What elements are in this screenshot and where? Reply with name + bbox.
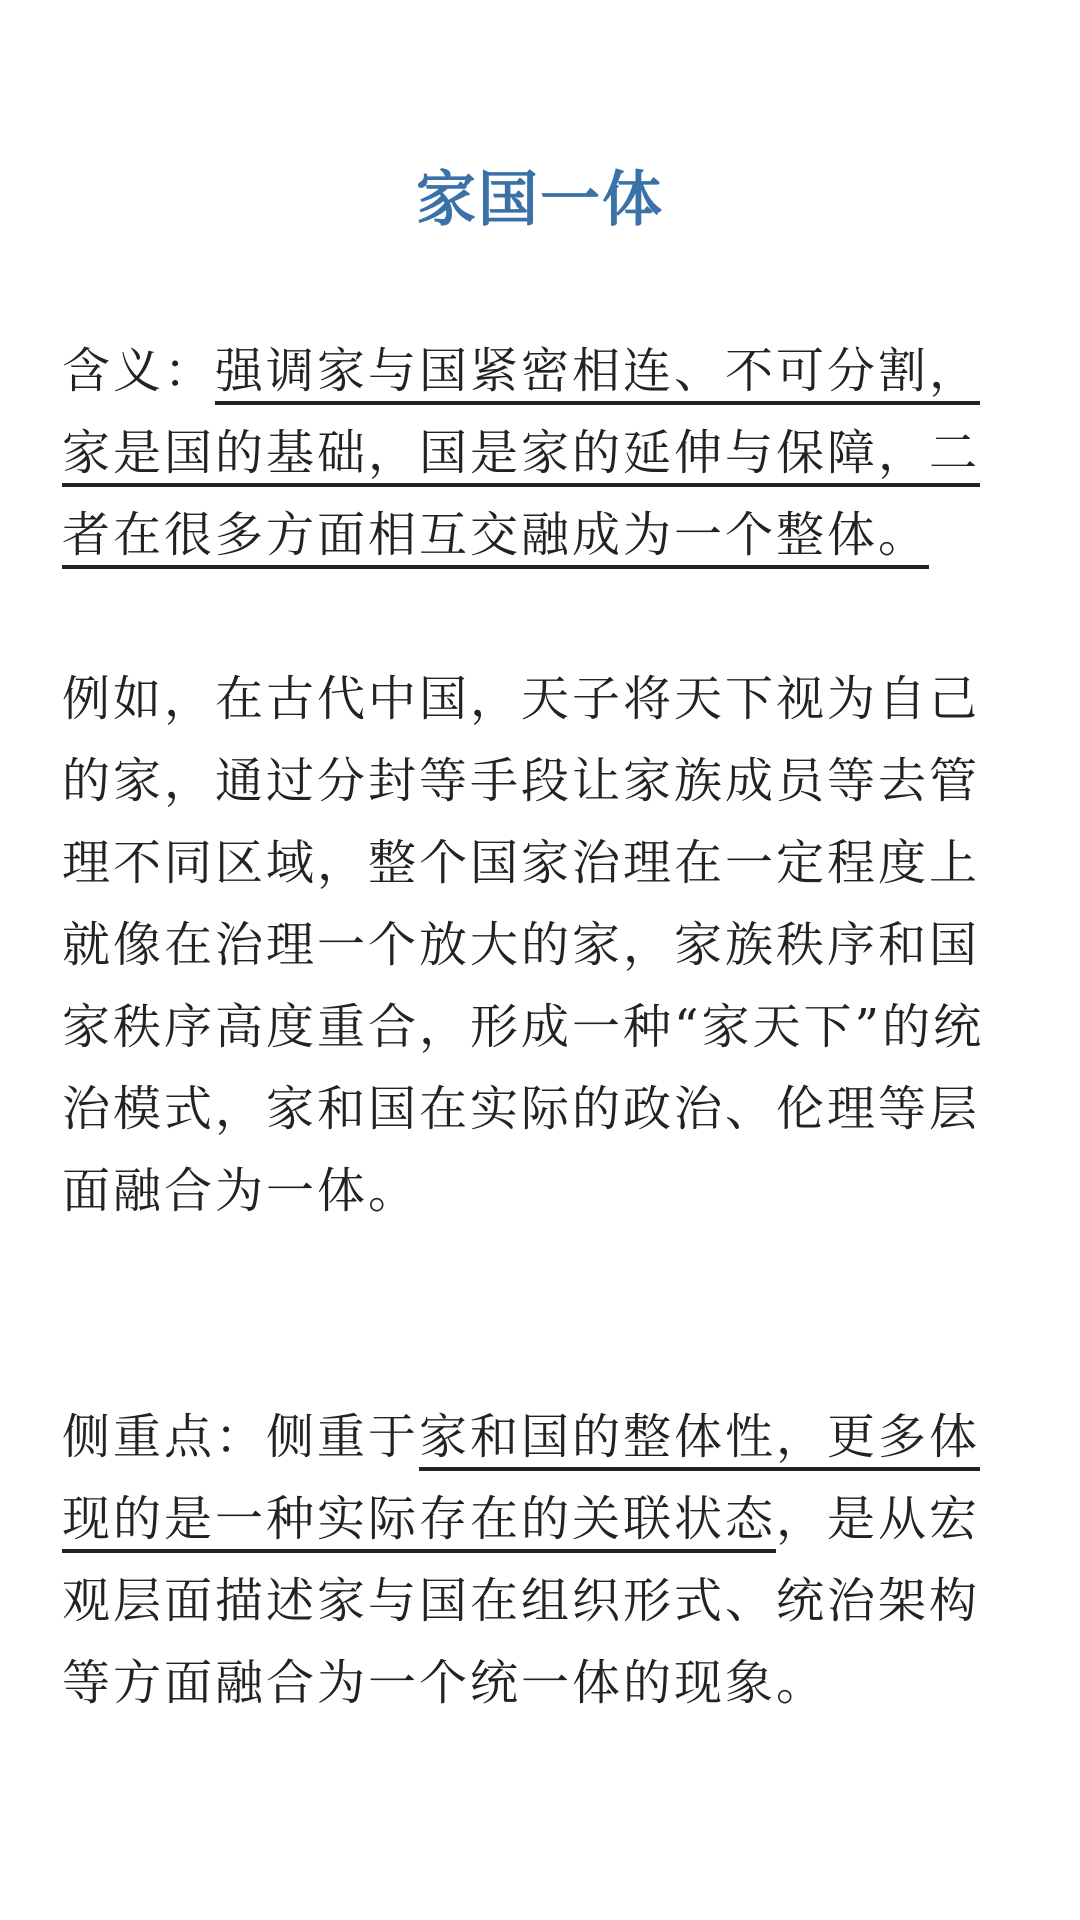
focus-underlined-text: 家和国的整体性，更多体现的是一种实际存在的关联状态 <box>62 1409 981 1547</box>
focus-label: 侧重点：侧重于 <box>62 1409 420 1465</box>
page-title: 家国一体 <box>416 165 664 235</box>
example-paragraph: 例如，在古代中国，天子将天下视为自己的家，通过分封等手段让家族成员等去管理不同区域，整个国家治理在一定程度上就像在治理一个放大的家，家族秩序和国家秩序高度重合，形成一种“家天下”的统治模式，家和国在实际的政治、伦理等层面融合为一体。 <box>62 671 985 1219</box>
meaning-paragraph <box>62 330 1022 576</box>
meaning-underlined-text: 强调家与国紧密相连、不可分割，家是国的基础，国是家的延伸与保障，二者在很多方面相互交融成为一个整体。 <box>62 343 981 563</box>
focus-paragraph <box>62 1396 1022 1724</box>
focus-rest-text: ，是从宏观层面描述家与国在组织形式、统治架构等方面融合为一个统一体的现象。 <box>62 1491 981 1711</box>
meaning-label: 含义： <box>62 343 216 399</box>
